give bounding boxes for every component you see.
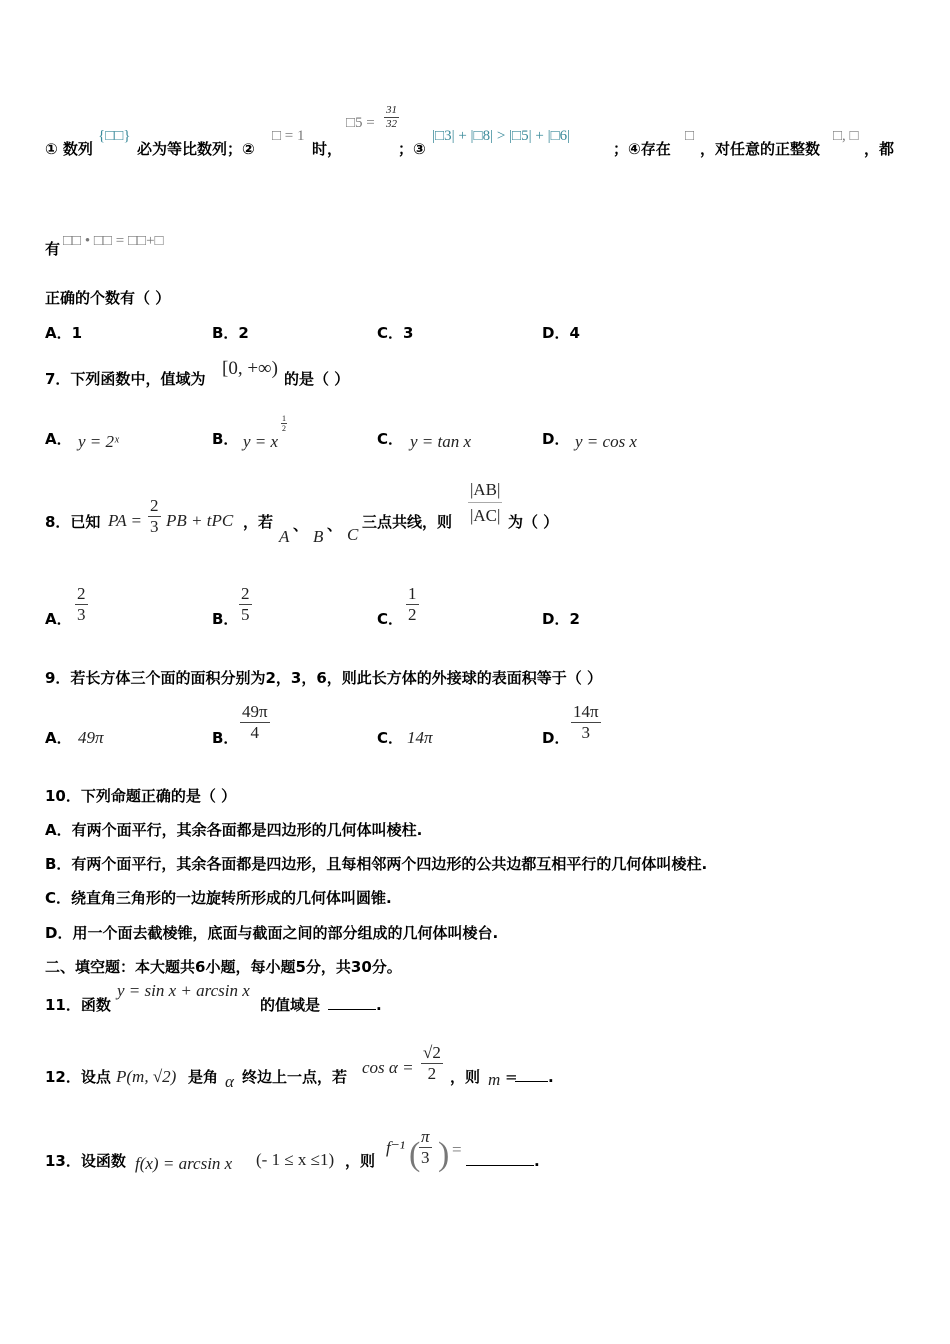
q13-num: π (421, 1127, 430, 1146)
q8-eq-den: 3 (150, 517, 159, 536)
q8-c-den: 2 (408, 605, 417, 624)
q12-eq: = (505, 1068, 518, 1086)
q9-label-a: A． (45, 729, 72, 747)
q7-label-b: B． (212, 430, 239, 448)
q6-s3-lead: ；③ (398, 140, 426, 158)
q6-s4-tail: ，都 (864, 140, 895, 158)
q7-b-exponent (281, 414, 287, 433)
q8-point-a: A (279, 527, 290, 546)
q7-option-b: y = x (243, 432, 279, 451)
q12-end: . (548, 1068, 554, 1086)
q7-stem: 7．下列函数中，值域为 (45, 370, 206, 388)
q6-s2-tail: 时， (312, 140, 343, 158)
q13-paren-right: ) (438, 1136, 450, 1173)
q8-point-c: C (347, 525, 359, 544)
q7-label-a: A． (45, 430, 72, 448)
q9-label-b: B． (212, 729, 239, 747)
q8-option-d: D．2 (542, 610, 580, 628)
q8-label-a: A． (45, 610, 72, 628)
section-2-heading: 二、填空题：本大题共6小题，每小题5分，共30分。 (45, 958, 402, 976)
q6-prompt: 正确的个数有（ ） (45, 289, 171, 307)
q9-b-den: 4 (250, 723, 260, 742)
q10-option-b: B．有两个面平行，其余各面都是四边形，且每相邻两个四边形的公共边都互相平行的几何体叫棱柱. (45, 855, 708, 873)
q12-stem: 12．设点 (45, 1068, 111, 1086)
q8-tail: 为（ ） (508, 513, 559, 531)
q9-stem: 9．若长方体三个面的面积分别为2，3，6，则此长方体的外接球的表面积等于（ ） (45, 669, 602, 687)
q11-end: . (376, 996, 382, 1014)
q13-end: . (534, 1152, 540, 1170)
q13-domain: (- 1 ≤ x ≤1) (256, 1150, 335, 1169)
q12-mid: 是角 (188, 1068, 219, 1086)
q10-option-d: D．用一个面去截棱锥，底面与截面之间的部分组成的几何体叫棱台. (45, 924, 499, 942)
q6-s4-math2: □, □ (833, 128, 859, 144)
q7-tail: 的是（ ） (284, 370, 350, 388)
q10-option-c: C．绕直角三角形的一边旋转所形成的几何体叫圆锥. (45, 889, 392, 907)
q12-point: P(m, √2) (116, 1067, 177, 1086)
q7-label-c: C． (377, 430, 404, 448)
q8-a-num: 2 (77, 584, 86, 603)
q8-a-den: 3 (77, 605, 86, 624)
q9-label-c: C． (377, 729, 404, 747)
q9-option-d (571, 702, 601, 743)
q8-label-b: B． (212, 610, 239, 628)
q8-option-b (239, 584, 252, 625)
q11-stem: 11．函数 (45, 996, 111, 1014)
q13-answer-blank[interactable] (466, 1151, 540, 1171)
q8-eq-rhs: PB + tPC (166, 511, 234, 530)
q8-c-num: 1 (408, 584, 417, 603)
q12-mid2: 终边上一点，若 (242, 1068, 348, 1086)
q12-den: 2 (427, 1064, 437, 1083)
q8-eq-num: 2 (150, 496, 159, 515)
q9-d-den: 3 (581, 723, 591, 742)
q6-option-d: D．4 (542, 324, 580, 342)
q10-option-a: A．有两个面平行，其余各面都是四边形的几何体叫棱柱. (45, 821, 423, 839)
q6-option-c: C．3 (377, 324, 414, 342)
q7-label-d: D． (542, 430, 570, 448)
q12-m: m (488, 1070, 501, 1089)
q6-s2-lhs: □5 = (346, 115, 375, 131)
q13-stem: 13．设函数 (45, 1152, 126, 1170)
q7-option-c: y = tan x (410, 432, 472, 451)
q9-option-b (240, 702, 270, 743)
q6-s1-label: ① 数列 (45, 140, 93, 158)
q13-frac (419, 1127, 432, 1168)
q13-paren-left: ( (409, 1136, 421, 1173)
q7-range: [0, +∞) (222, 358, 278, 379)
q8-ratio-den: |AC| (470, 506, 501, 525)
q6-line2-math: □□ • □□ = □□+□ (63, 233, 164, 249)
q8-eq-lhs: PA = (108, 511, 142, 530)
q12-frac (421, 1043, 443, 1084)
q12-mid3: ，则 (450, 1068, 481, 1086)
q6-s4-lead: ；④存在 (613, 140, 671, 158)
q12-cos: cos α = (362, 1058, 414, 1077)
q9-b-num: 49π (242, 702, 268, 721)
q12-answer-blank[interactable] (515, 1067, 554, 1087)
q6-line2-lead: 有 (45, 240, 61, 258)
q6-s2-num: 31 (386, 104, 397, 116)
q6-s3-math: |□3| + |□8| > |□5| + |□6| (432, 128, 571, 144)
q13-finv: f⁻¹ (386, 1138, 405, 1157)
q6-s4-math: □ (685, 128, 695, 144)
q10-stem: 10．下列命题正确的是（ ） (45, 787, 237, 805)
q8-option-a (75, 584, 88, 625)
q8-ratio-num: |AB| (468, 478, 502, 503)
q9-label-d: D． (542, 729, 570, 747)
q11-tail: 的值域是 (260, 996, 321, 1014)
q7-option-d: y = cos x (575, 432, 637, 451)
q6-s1-math: {□□} (98, 128, 131, 144)
q13-mid: ，则 (345, 1152, 376, 1170)
q8-mid: ，若 (243, 513, 274, 531)
q6-s2-frac (384, 104, 399, 131)
q8-sep-2: 、 (327, 516, 343, 534)
q13-eq: = (452, 1140, 462, 1159)
q8-b-den: 5 (241, 605, 250, 624)
q8-label-c: C． (377, 610, 404, 628)
q13-den: 3 (421, 1148, 430, 1167)
q6-option-a: A．1 (45, 324, 83, 342)
q11-math: y = sin x + arcsin x (117, 981, 250, 1000)
q11-answer-blank[interactable] (328, 995, 382, 1015)
q6-s4-mid: ，对任意的正整数 (700, 140, 821, 158)
q7-b-exp-num: 1 (282, 414, 286, 423)
q9-option-a: 49π (78, 728, 104, 747)
q8-sep-1: 、 (293, 516, 309, 534)
q6-s2-den: 32 (386, 118, 397, 130)
q6-option-b: B．2 (212, 324, 249, 342)
q7-option-a: y = 2ˣ (78, 432, 119, 451)
q8-point-b: B (313, 527, 324, 546)
q9-d-num: 14π (573, 702, 599, 721)
q6-s2-math: □ = 1 (272, 128, 305, 144)
q8-eq-frac (148, 496, 161, 537)
q7-b-exp-den: 2 (282, 424, 286, 433)
q9-option-c: 14π (407, 728, 433, 747)
q8-b-num: 2 (241, 584, 250, 603)
q12-num: √2 (423, 1043, 441, 1062)
q6-s1-tail: 必为等比数列；② (137, 140, 255, 158)
q8-option-c (406, 584, 419, 625)
q8-stem: 8．已知 (45, 513, 101, 531)
q8-ratio (468, 478, 502, 529)
q13-f: f(x) = arcsin x (135, 1154, 233, 1173)
q12-alpha: α (225, 1072, 234, 1091)
q8-mid2: 三点共线，则 (362, 513, 453, 531)
